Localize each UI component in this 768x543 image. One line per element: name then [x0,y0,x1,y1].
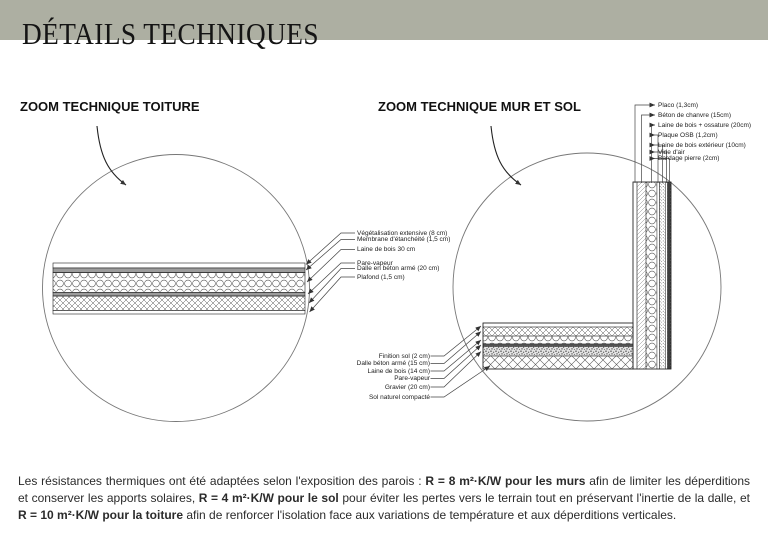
roof-layer-vegetalisation [53,263,305,268]
floor-label-pare-vapeur: Pare-vapeur [394,375,430,382]
roof-layer-membrane [53,268,305,273]
roof-zoom-arrow [97,126,126,185]
roof-layer-dalle-beton [53,296,305,311]
wall-layer-osb [657,182,660,369]
wall-label-beton-chanvre: Béton de chanvre (15cm) [658,111,731,119]
floor-layer-dalle-beton [483,327,633,336]
wall-layer-placo [633,182,637,369]
floor-layer-sol-naturel [483,356,633,369]
wall-layers [633,182,671,369]
roof-label-dalle-beton: Dalle en béton armé (20 cm) [357,265,440,273]
roof-label-vegetalisation: Végétalisation extensive (8 cm) [357,230,448,237]
wall-layer-beton-chanvre [637,182,646,369]
roof-leader-lines [306,233,355,312]
floor-layers [483,323,633,369]
wall-section-heading: ZOOM TECHNIQUE MUR ET SOL [378,99,581,114]
roof-layer-plafond [53,311,305,315]
roof-label-plafond: Plafond (1,5 cm) [357,273,405,281]
floor-label-finition: Finition sol (2 cm) [378,352,430,360]
thermal-resistance-paragraph: Les résistances thermiques ont été adaptées selon l'exposition des parois : R = 8 m²·K/W pour les murs afin de limiter les déperditions et conserver les apports solaires, R = 4 m²·K/W pour le sol pour éviter les pertes vers le terrain tout en préservant l'inertie de la dalle, et R = 10 m²·K/W pour la toiture afin de renforcer l'isolation face aux variations de température et aux déperditions verticales. [18,474,750,522]
wall-label-laine-exterieur: Laine de bois extérieur (10cm) [658,141,746,149]
roof-layer-pare-vapeur [53,293,305,297]
floor-layer-pare-vapeur [483,344,633,347]
wall-zoom-arrow [491,126,521,185]
page-title: DÉTAILS TECHNIQUES [22,16,319,51]
roof-label-pare-vapeur: Pare-vapeur [357,259,393,267]
roof-label-laine-de-bois: Laine de bois 30 cm [357,246,416,254]
wall-label-placo: Placo (1,3cm) [658,101,699,109]
roof-section-heading: ZOOM TECHNIQUE TOITURE [20,99,200,114]
wall-layer-laine-ossature [646,182,657,369]
wall-label-laine-ossature: Laine de bois + ossature (20cm) [658,121,752,129]
roof-diagram [43,126,356,422]
roof-label-membrane: Membrane d'étanchéité (1,5 cm) [357,236,451,243]
roof-layers [53,263,305,314]
wall-layer-vide-air [666,182,668,369]
floor-label-dalle-beton: Dalle béton armé (15 cm) [356,360,430,367]
floor-label-gravier: Gravier (20 cm) [384,383,430,391]
floor-layer-gravier [483,347,633,357]
floor-leader-lines [431,326,491,397]
roof-layer-laine-de-bois [53,273,305,293]
floor-label-laine: Laine de bois (14 cm) [367,367,430,375]
floor-layer-finition [483,323,633,327]
wall-label-plaque-osb: Plaque OSB (1,2cm) [658,131,718,139]
floor-layer-laine-de-bois [483,336,633,344]
wall-label-bardage-pierre: Bardage pierre (2cm) [658,155,720,162]
floor-label-sol-naturel: Sol naturel compacté [368,393,430,401]
wall-zoom-circle [453,153,721,421]
wall-label-vide-air: Vide d'air [658,148,685,156]
wall-layer-bardage-pierre [668,182,672,369]
wall-layer-laine-exterieur [660,182,666,369]
